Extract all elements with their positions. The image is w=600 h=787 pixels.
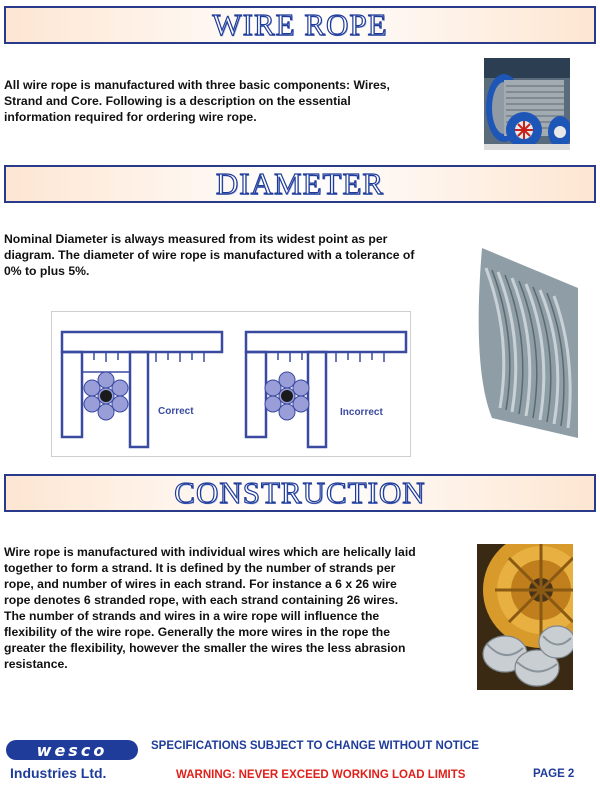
text-line: greater the flexibility, however the smaller the wires the less abrasion [4,641,406,655]
text-line: information required for ordering wire rope. [4,110,257,124]
rope-cross-section-icon [265,372,309,420]
correct-label: Correct [158,406,194,417]
construction-paragraph [4,544,416,672]
text-line: The number of strands and wires in a wire rope will influence the [4,609,380,623]
text-line: diagram. The diameter of wire rope is manufactured with a tolerance of [4,248,415,262]
specifications-notice: SPECIFICATIONS SUBJECT TO CHANGE WITHOUT NOTICE [151,740,479,752]
wire-rope-reels-photo [484,58,570,150]
text-line: together to form a strand. It is defined by the number of strands per [4,561,396,575]
text-line: rope denotes 6 stranded rope, with each strand containing 26 wires. [4,593,399,607]
construction-title: CONSTRUCTION [174,475,426,510]
rope-spool-photo [477,544,573,690]
text-line: Nominal Diameter is always measured from its widest point as per [4,232,388,246]
warning-text: WARNING: NEVER EXCEED WORKING LOAD LIMITS [176,769,466,781]
diameter-title: DIAMETER [215,166,385,201]
wire-rope-title: WIRE ROPE [212,7,388,42]
text-line: Wire rope is manufactured with individual wires which are helically laid [4,545,416,559]
text-line: flexibility of the wire rope. Generally the more wires in the rope the [4,625,391,639]
construction-banner [4,474,596,512]
text-line: rope, and number of wires in each strand. For instance a 6 x 26 wire [4,577,397,591]
text-line: resistance. [4,657,68,671]
logo-text: wesco [36,740,108,760]
text-line: 0% to plus 5%. [4,264,90,278]
caliper-diagram [51,311,411,457]
diameter-banner [4,165,596,203]
wire-rope-closeup-photo [472,248,578,438]
incorrect-label: Incorrect [340,407,383,418]
diameter-paragraph [4,231,414,279]
rope-cross-section-icon [84,372,128,420]
text-line: Strand and Core. Following is a description on the essential [4,94,351,108]
text-line: All wire rope is manufactured with three basic components: Wires, [4,78,390,92]
page-number: PAGE 2 [533,768,575,780]
wire-rope-banner [4,6,596,44]
wire-rope-paragraph [4,77,390,125]
company-name: Industries Ltd. [10,765,107,781]
wesco-logo [6,740,138,760]
